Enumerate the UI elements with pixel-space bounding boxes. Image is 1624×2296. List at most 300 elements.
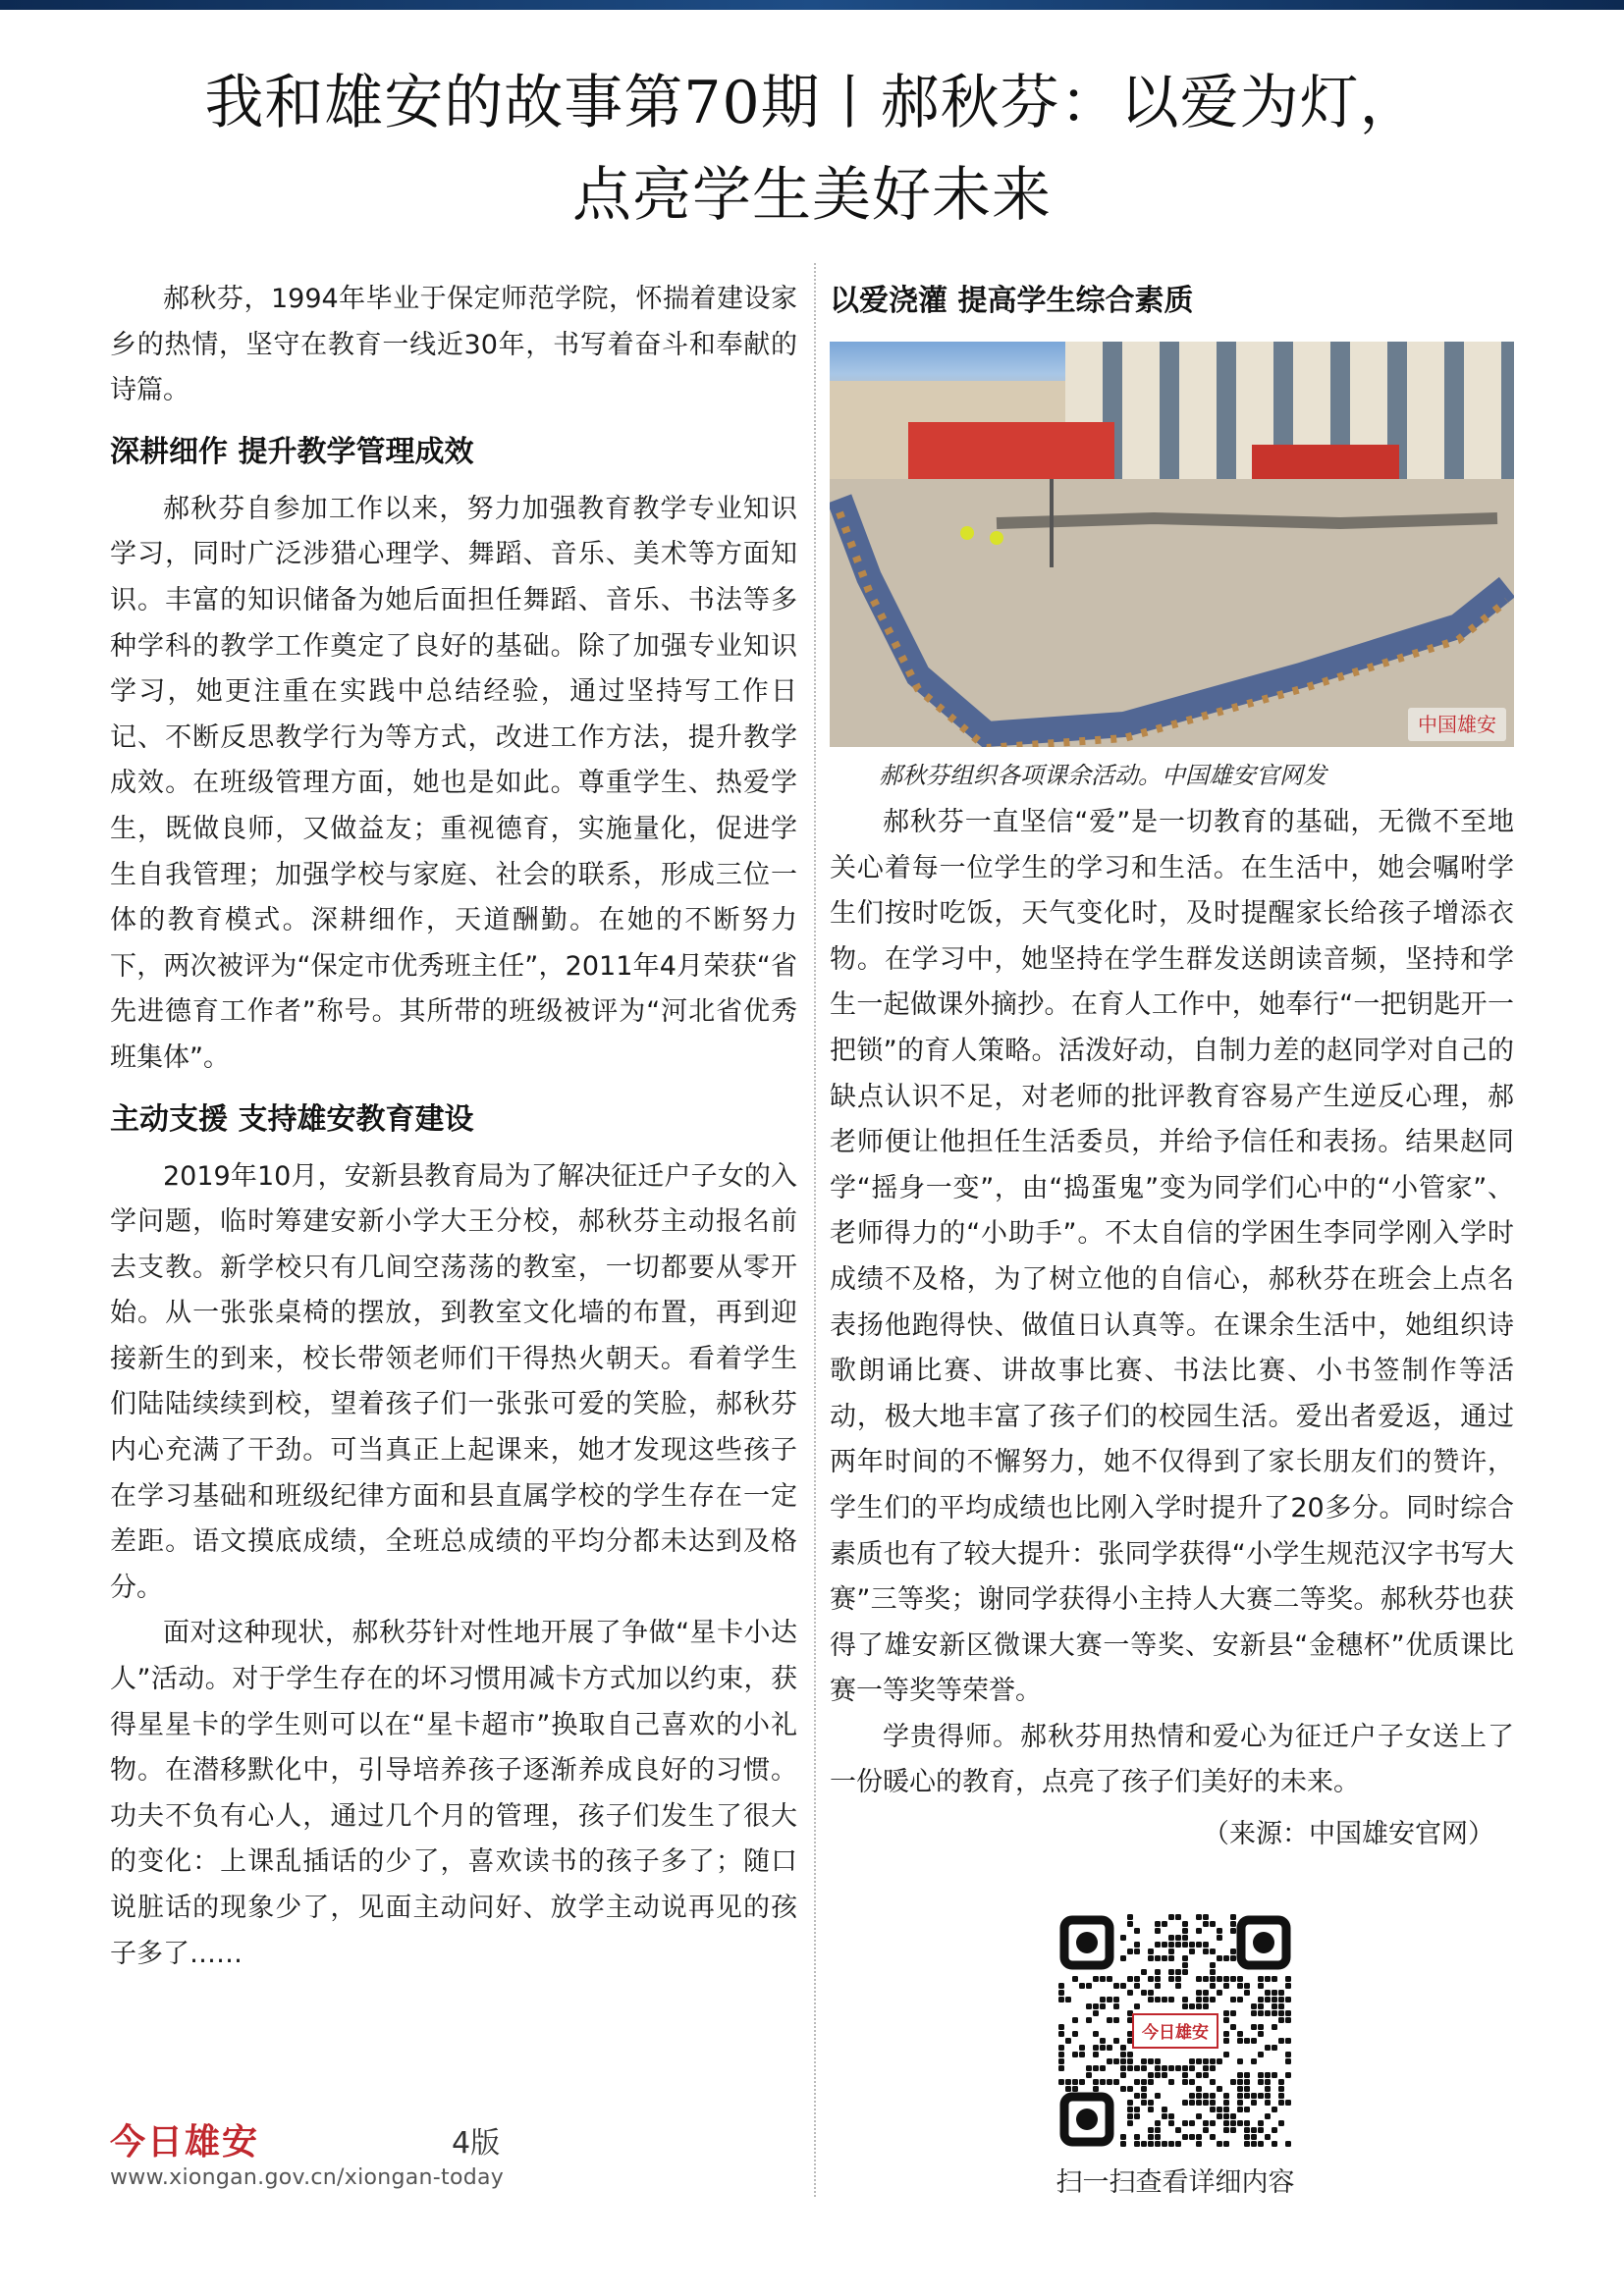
qr-module <box>1203 2065 1209 2071</box>
qr-module <box>1210 1997 1216 2002</box>
qr-module <box>1278 2100 1284 2106</box>
qr-module <box>1244 1983 1250 1989</box>
qr-module <box>1134 1942 1140 1948</box>
qr-module <box>1196 2093 1202 2099</box>
qr-module <box>1210 2058 1216 2064</box>
article-title <box>59 57 1565 241</box>
qr-module <box>1285 2058 1291 2064</box>
qr-module <box>1148 1990 1154 1996</box>
qr-module <box>1210 2134 1216 2140</box>
qr-module <box>1168 1942 1174 1948</box>
qr-module <box>1175 1976 1181 1982</box>
qr-module <box>1168 1976 1174 1982</box>
qr-module <box>1210 2079 1216 2085</box>
qr-module <box>1265 2113 1271 2119</box>
intro-paragraph: 郝秋芬，1994年毕业于保定师范学院，怀揣着建设家乡的热情，坚守在教育一线近30年，书写着奋斗和奉献的诗篇。 <box>110 284 797 406</box>
qr-module <box>1278 1997 1284 2002</box>
qr-module <box>1203 1921 1209 1927</box>
qr-module <box>1182 1921 1188 1927</box>
qr-module <box>1210 1962 1216 1968</box>
qr-module <box>1072 2086 1078 2092</box>
qr-module <box>1258 2127 1264 2133</box>
qr-module <box>1182 2003 1188 2009</box>
qr-module <box>1272 1990 1277 1996</box>
qr-module <box>1148 2079 1154 2085</box>
qr-module <box>1237 2038 1243 2044</box>
photo-banner <box>908 422 1114 481</box>
qr-module <box>1210 1969 1216 1975</box>
qr-module <box>1210 1921 1216 1927</box>
paragraph-2: 2019年10月，安新县教育局为了解决征迁户子女的入学问题，临时筹建安新小学大王分校，郝秋芬主动报名前去支教。新学校只有几间空荡荡的教室，一切都要从零开始。从一张张桌椅的摆放，到教室文化墙的布置，再到迎接新生的到来，校长带领老师们干得热火朝天。看着学生们陆陆续续到校，望着孩子们一张张可爱的笑脸，郝秋芬内心充满了干劲。可当真正上起课来，她才发现这些孩子在学习基础和班级纪律方面和县直属学校的学生存在一定差距。语文摸底成绩，全班总成绩的平均分都未达到及格分。 <box>110 1160 797 1603</box>
qr-module <box>1203 1914 1209 1920</box>
qr-module <box>1175 2127 1181 2133</box>
qr-module <box>1134 1976 1140 1982</box>
qr-module <box>1265 2045 1271 2051</box>
qr-module <box>1237 2107 1243 2112</box>
qr-module <box>1141 2065 1147 2071</box>
qr-module <box>1217 1976 1222 1982</box>
qr-module <box>1265 2093 1271 2099</box>
qr-module <box>1244 2086 1250 2092</box>
qr-module <box>1196 2134 1202 2140</box>
qr-module <box>1251 2127 1257 2133</box>
qr-module <box>1196 1990 1202 1996</box>
qr-module <box>1265 2010 1271 2016</box>
qr-module <box>1223 2113 1229 2119</box>
qr-module <box>1127 2120 1133 2126</box>
paragraph-4: 郝秋芬一直坚信“爱”是一切教育的基础，无微不至地关心着每一位学生的学习和生活。在生活中，她会嘱咐学生们按时吃饭，天气变化时，及时提醒家长给孩子增添衣物。在学习中，她坚持在学生群发送朗读音频，坚持和学生一起做课外摘抄。在育人工作中，她奉行“一把钥匙开一把锁”的育人策略。活泼好动，自制力差的赵同学对自己的缺点认识不足，对老师的批评教育容易产生逆反心理，郝老师便让他担任生活委员，并给予信任和表扬。结果赵同学“摇身一变”，由“捣蛋鬼”变为同学们心中的“小管家”、老师得力的“小助手”。不太自信的学困生李同学刚入学时成绩不及格，为了树立他的自信心，郝秋芬在班会上点名表扬他跑得快、做值日认真等。在课余生活中，她组织诗歌朗诵比赛、讲故事比赛、书法比赛、小书签制作等活动，极大地丰富了孩子们的校园生活。爱出者爱返，通过两年时间的不懈努力，她不仅得到了家长朋友们的赞许，学生们的平均成绩也比刚入学时提升了20多分。同时综合素质也有了较大提升：张同学获得“小学生规范汉字书写大赛”三等奖；谢同学获得小主持人大赛二等奖。郝秋芬也获得了雄安新区微课大赛一等奖、安新县“金穗杯”优质课比赛一等奖等荣誉。 <box>830 807 1514 1707</box>
qr-module <box>1175 1983 1181 1989</box>
qr-module <box>1230 2079 1236 2085</box>
qr-module <box>1162 2113 1167 2119</box>
qr-module <box>1237 2072 1243 2078</box>
qr-module <box>1148 1955 1154 1961</box>
qr-module <box>1148 2100 1154 2106</box>
qr-module <box>1237 2100 1243 2106</box>
qr-module <box>1258 2003 1264 2009</box>
qr-module <box>1093 1976 1099 1982</box>
qr-module <box>1244 2072 1250 2078</box>
qr-module <box>1272 2141 1277 2147</box>
qr-module <box>1196 2072 1202 2078</box>
title-line-1: 我和雄安的故事第70期丨郝秋芬：以爱为灯， <box>204 69 1420 137</box>
qr-module <box>1265 2134 1271 2140</box>
footer-url[interactable]: www.xiongan.gov.cn/xiongan-today <box>110 2165 505 2190</box>
qr-module <box>1134 1983 1140 1989</box>
qr-module <box>1127 2086 1133 2092</box>
qr-module <box>1148 2127 1154 2133</box>
qr-module <box>1072 2079 1078 2085</box>
qr-module <box>1196 2086 1202 2092</box>
left-column <box>110 277 797 1977</box>
qr-module <box>1107 1976 1112 1982</box>
qr-module <box>1162 2107 1167 2112</box>
qr-module <box>1223 2100 1229 2106</box>
qr-module <box>1058 1990 1064 1996</box>
qr-module <box>1251 2141 1257 2147</box>
qr-module <box>1285 2052 1291 2057</box>
photo-caption: 郝秋芬组织各项课余活动。中国雄安官网发 <box>879 762 1326 789</box>
qr-module <box>1141 2141 1147 2147</box>
section-heading-1: 深耕细作 提升教学管理成效 <box>110 434 474 469</box>
qr-module <box>1244 2134 1250 2140</box>
qr-module <box>1182 1962 1188 1968</box>
qr-module <box>1155 1969 1161 1975</box>
qr-module <box>1155 2120 1161 2126</box>
photo-banner-2 <box>1252 445 1399 484</box>
qr-module <box>1278 2010 1284 2016</box>
qr-module <box>1065 2086 1071 2092</box>
qr-module <box>1189 2134 1195 2140</box>
qr-module <box>1265 1990 1271 1996</box>
qr-module <box>1065 2038 1071 2044</box>
qr-module <box>1189 2079 1195 2085</box>
qr-module <box>1168 1935 1174 1941</box>
qr-module <box>1217 2141 1222 2147</box>
qr-module <box>1093 2052 1099 2057</box>
qr-module <box>1155 1997 1161 2002</box>
qr-module <box>1058 2052 1064 2057</box>
qr-module <box>1058 2058 1064 2064</box>
qr-module <box>1079 1983 1085 1989</box>
qr-module <box>1196 2003 1202 2009</box>
qr-module <box>1134 2065 1140 2071</box>
qr-module <box>1093 2079 1099 2085</box>
qr-module <box>1058 1983 1064 1989</box>
qr-module <box>1079 2052 1085 2057</box>
qr-module <box>1182 2079 1188 2085</box>
qr-module <box>1120 2072 1126 2078</box>
qr-module <box>1175 1969 1181 1975</box>
qr-module <box>1155 1942 1161 1948</box>
qr-module <box>1251 2058 1257 2064</box>
qr-module <box>1210 2120 1216 2126</box>
qr-module <box>1182 1997 1188 2002</box>
qr-module <box>1100 2079 1106 2085</box>
qr-module <box>1093 2010 1099 2016</box>
qr-module <box>1107 2079 1112 2085</box>
qr-module <box>1189 2093 1195 2099</box>
qr-module <box>1155 1955 1161 1961</box>
qr-module <box>1134 2141 1140 2147</box>
qr-module <box>1189 2100 1195 2106</box>
qr-module <box>1155 2072 1161 2078</box>
qr-module <box>1155 2141 1161 2147</box>
qr-module <box>1120 2058 1126 2064</box>
qr-module <box>1217 2113 1222 2119</box>
qr-module <box>1065 1997 1071 2002</box>
qr-module <box>1127 2065 1133 2071</box>
qr-module <box>1134 2079 1140 2085</box>
qr-module <box>1196 1914 1202 1920</box>
qr-module <box>1272 1976 1277 1982</box>
qr-module <box>1203 2072 1209 2078</box>
qr-module <box>1134 2107 1140 2112</box>
qr-module <box>1127 2052 1133 2057</box>
qr-module <box>1251 2003 1257 2009</box>
qr-module <box>1230 1949 1236 1954</box>
qr-module <box>1223 2017 1229 2023</box>
qr-module <box>1258 2120 1264 2126</box>
section-heading-2: 主动支援 支持雄安教育建设 <box>110 1101 474 1137</box>
qr-module <box>1217 2107 1222 2112</box>
qr-module <box>1107 2045 1112 2051</box>
qr-module <box>1175 1914 1181 1920</box>
qr-module <box>1155 1983 1161 1989</box>
qr-module <box>1285 2010 1291 2016</box>
qr-module <box>1210 1976 1216 1982</box>
qr-module <box>1237 2093 1243 2099</box>
qr-module <box>1230 2120 1236 2126</box>
qr-module <box>1182 2120 1188 2126</box>
qr-module <box>1258 1997 1264 2002</box>
qr-module <box>1217 1955 1222 1961</box>
qr-module <box>1113 2058 1119 2064</box>
qr-module <box>1265 2079 1271 2085</box>
qr-module <box>1148 1976 1154 1982</box>
qr-module <box>1141 1990 1147 1996</box>
qr-module <box>1244 2079 1250 2085</box>
source-note: （来源：中国雄安官网） <box>1203 1819 1494 1850</box>
qr-module <box>1272 2072 1277 2078</box>
qr-module <box>1127 2113 1133 2119</box>
qr-module <box>1182 1955 1188 1961</box>
qr-module <box>1285 2141 1291 2147</box>
qr-module <box>1093 2031 1099 2037</box>
qr-module <box>1182 1969 1188 1975</box>
qr-module <box>1244 2141 1250 2147</box>
qr-module <box>1203 2093 1209 2099</box>
qr-module <box>1182 2065 1188 2071</box>
qr-module <box>1203 1990 1209 1996</box>
qr-module <box>1175 1935 1181 1941</box>
qr-module <box>1217 2086 1222 2092</box>
qr-module <box>1120 2045 1126 2051</box>
qr-module <box>1210 2100 1216 2106</box>
qr-module <box>1127 1914 1133 1920</box>
qr-module <box>1120 2065 1126 2071</box>
qr-module <box>1134 2113 1140 2119</box>
qr-module <box>1148 2072 1154 2078</box>
qr-module <box>1223 2052 1229 2057</box>
qr-module <box>1203 2100 1209 2106</box>
qr-module <box>1258 1976 1264 1982</box>
qr-module <box>1113 2079 1119 2085</box>
qr-module <box>1155 2134 1161 2140</box>
qr-module <box>1258 2079 1264 2085</box>
qr-module <box>1251 2093 1257 2099</box>
qr-module <box>1217 1990 1222 1996</box>
qr-module <box>1203 1976 1209 1982</box>
qr-module <box>1141 2093 1147 2099</box>
qr-module <box>1113 1983 1119 1989</box>
qr-module <box>1272 2010 1277 2016</box>
qr-module <box>1223 2107 1229 2112</box>
qr-module <box>1175 2065 1181 2071</box>
photo-watermark: 中国雄安 <box>1408 708 1506 741</box>
right-column <box>830 277 1514 1858</box>
qr-module <box>1182 1928 1188 1934</box>
qr-code[interactable] <box>1058 1914 1292 2148</box>
qr-module <box>1134 2003 1140 2009</box>
qr-module <box>1230 1955 1236 1961</box>
qr-module <box>1120 1983 1126 1989</box>
qr-module <box>1113 2017 1119 2023</box>
paragraph-1: 郝秋芬自参加工作以来，努力加强教育教学专业知识学习，同时广泛涉猎心理学、舞蹈、音乐、美术等方面知识。丰富的知识储备为她后面担任舞蹈、音乐、书法等多种学科的教学工作奠定了良好的基础。除了加强专业知识学习，她更注重在实践中总结经验，通过坚持写工作日记、不断反思教学行为等方式，改进工作方法，提升教学成效。在班级管理方面，她也是如此。尊重学生、热爱学生，既做良师，又做益友；重视德育，实施量化，促进学生自我管理；加强学校与家庭、社会的联系，形成三位一体的教育模式。深耕细作，天道酬勤。在她的不断努力下，两次被评为“保定市优秀班主任”，2011年4月荣获“省先进德育工作者”称号。其所带的班级被评为“河北省优秀班集体”。 <box>110 493 797 1073</box>
qr-module <box>1189 2120 1195 2126</box>
qr-module <box>1196 1928 1202 1934</box>
qr-module <box>1272 2127 1277 2133</box>
qr-module <box>1155 2065 1161 2071</box>
qr-module <box>1086 2017 1092 2023</box>
qr-module <box>1210 2107 1216 2112</box>
qr-module <box>1086 2065 1092 2071</box>
qr-module <box>1272 1997 1277 2002</box>
qr-module <box>1230 2010 1236 2016</box>
qr-module <box>1203 1997 1209 2002</box>
qr-module <box>1196 2141 1202 2147</box>
qr-module <box>1120 1935 1126 1941</box>
qr-module <box>1168 1997 1174 2002</box>
qr-module <box>1265 1997 1271 2002</box>
qr-module <box>1237 2086 1243 2092</box>
qr-module <box>1244 2093 1250 2099</box>
title-line-2: 点亮学生美好未来 <box>572 161 1052 230</box>
qr-module <box>1141 2079 1147 2085</box>
qr-module <box>1168 2079 1174 2085</box>
qr-module <box>1072 1976 1078 1982</box>
footer-logo: 今日雄安 <box>110 2121 260 2163</box>
qr-module <box>1127 2107 1133 2112</box>
qr-module <box>1120 2141 1126 2147</box>
qr-module <box>1100 2045 1106 2051</box>
qr-center-logo: 今日雄安 <box>1142 2023 1209 2043</box>
qr-module <box>1258 2072 1264 2078</box>
qr-module <box>1210 1983 1216 1989</box>
qr-module <box>1162 1921 1167 1927</box>
qr-module <box>1285 1976 1291 1982</box>
qr-module <box>1278 2086 1284 2092</box>
qr-module <box>1100 2003 1106 2009</box>
qr-module <box>1251 2100 1257 2106</box>
qr-module <box>1203 2127 1209 2133</box>
qr-module <box>1162 2072 1167 2078</box>
qr-module <box>1278 1990 1284 1996</box>
qr-module <box>1079 2045 1085 2051</box>
qr-module <box>1107 2017 1112 2023</box>
qr-module <box>1272 2045 1277 2051</box>
qr-module <box>1148 2058 1154 2064</box>
qr-module <box>1148 2134 1154 2140</box>
qr-module <box>1120 1955 1126 1961</box>
qr-module <box>1244 2038 1250 2044</box>
qr-module <box>1141 2086 1147 2092</box>
qr-module <box>1127 1949 1133 1954</box>
qr-module <box>1182 2072 1188 2078</box>
qr-module <box>1223 2093 1229 2099</box>
qr-module <box>1058 1997 1064 2002</box>
qr-module <box>1127 1976 1133 1982</box>
qr-module <box>1086 2072 1092 2078</box>
qr-module <box>1217 1928 1222 1934</box>
qr-module <box>1079 2079 1085 2085</box>
qr-module <box>1196 2058 1202 2064</box>
qr-module <box>1230 2024 1236 2030</box>
qr-module <box>1230 1976 1236 1982</box>
qr-module <box>1168 1914 1174 1920</box>
qr-module <box>1134 1949 1140 1954</box>
qr-module <box>1278 2079 1284 2085</box>
qr-module <box>1217 2058 1222 2064</box>
qr-module <box>1093 2065 1099 2071</box>
qr-module <box>1148 2107 1154 2112</box>
qr-module <box>1168 2113 1174 2119</box>
qr-module <box>1072 2017 1078 2023</box>
qr-module <box>1237 1983 1243 1989</box>
qr-module <box>1210 1949 1216 1954</box>
qr-module <box>1162 2065 1167 2071</box>
qr-module <box>1134 1928 1140 1934</box>
qr-module <box>1175 1942 1181 1948</box>
qr-module <box>1258 2141 1264 2147</box>
qr-module <box>1058 2065 1064 2071</box>
qr-module <box>1141 2058 1147 2064</box>
qr-module <box>1155 1921 1161 1927</box>
qr-module <box>1155 2058 1161 2064</box>
qr-module <box>1100 1976 1106 1982</box>
qr-module <box>1155 1976 1161 1982</box>
qr-module <box>1072 2031 1078 2037</box>
qr-module <box>1093 2003 1099 2009</box>
qr-module <box>1168 2141 1174 2147</box>
qr-label: 扫一扫查看详细内容 <box>1056 2167 1295 2198</box>
qr-module <box>1258 2031 1264 2037</box>
qr-module <box>1217 1935 1222 1941</box>
qr-module <box>1155 1928 1161 1934</box>
qr-module <box>1100 2038 1106 2044</box>
qr-module <box>1093 2045 1099 2051</box>
qr-module <box>1127 2058 1133 2064</box>
qr-module <box>1086 2003 1092 2009</box>
qr-module <box>1237 1997 1243 2002</box>
paragraph-3: 面对这种现状，郝秋芬针对性地开展了争做“星卡小达人”活动。对于学生存在的坏习惯用减卡方式加以约束，获得星星卡的学生则可以在“星卡超市”换取自己喜欢的小礼物。在潜移默化中，引导培养孩子逐渐养成良好的习惯。功夫不负有心人，通过几个月的管理，孩子们发生了很大的变化：上课乱插话的少了，喜欢读书的孩子多了；随口说脏话的现象少了，见面主动问好、放学主动说再见的孩子多了…… <box>110 1618 797 1969</box>
qr-module <box>1265 2100 1271 2106</box>
qr-module <box>1189 2058 1195 2064</box>
qr-module <box>1251 2024 1257 2030</box>
qr-module <box>1203 2003 1209 2009</box>
paragraph-5: 学贵得师。郝秋芬用热情和爱心为征迁户子女送上了一份暖心的教育，点亮了孩子们美好的未来。 <box>830 1721 1514 1798</box>
qr-module <box>1237 2058 1243 2064</box>
qr-module <box>1168 2120 1174 2126</box>
qr-module <box>1223 1976 1229 1982</box>
qr-module <box>1058 2079 1064 2085</box>
qr-module <box>1148 2141 1154 2147</box>
qr-module <box>1285 2072 1291 2078</box>
qr-module <box>1278 2093 1284 2099</box>
qr-module <box>1162 1997 1167 2002</box>
qr-module <box>1058 2031 1064 2037</box>
qr-module <box>1182 1935 1188 1941</box>
qr-module <box>1223 2120 1229 2126</box>
qr-module <box>1203 2120 1209 2126</box>
qr-module <box>1258 2052 1264 2057</box>
qr-module <box>1230 1921 1236 1927</box>
qr-module <box>1272 2107 1277 2112</box>
qr-module <box>1107 1997 1112 2002</box>
qr-module <box>1162 1955 1167 1961</box>
qr-module <box>1272 2003 1277 2009</box>
qr-module <box>1285 2038 1291 2044</box>
